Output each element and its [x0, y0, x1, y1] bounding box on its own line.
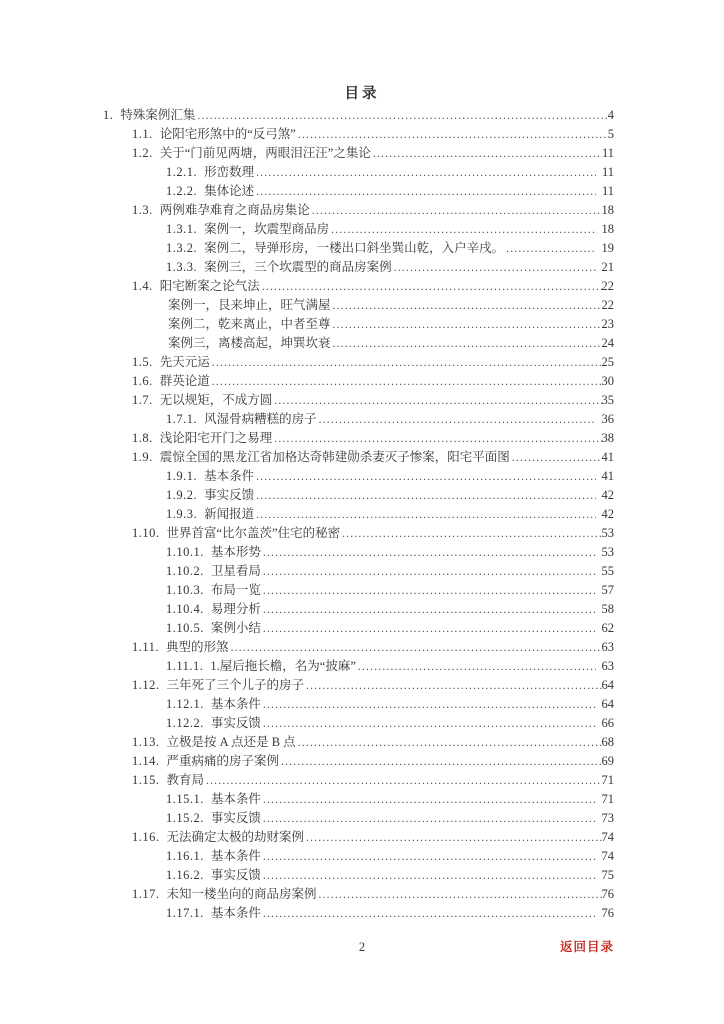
- toc-entry-title: 基本条件: [210, 849, 261, 863]
- toc-entry-title: 三年死了三个儿子的房子: [166, 678, 305, 692]
- toc-entry[interactable]: [103, 638, 614, 657]
- dot-leader: [333, 316, 602, 335]
- toc-entry-page: 38: [601, 431, 614, 445]
- toc-entry-page: 75: [601, 868, 614, 882]
- toc-entry-page: 18: [601, 222, 614, 236]
- toc-entry-title: 集体论述: [204, 184, 255, 198]
- dot-leader: [298, 734, 602, 753]
- toc-entry-number: 1.10.3.: [166, 583, 204, 597]
- toc-entry-title: 1.屋后拖长檐，名为“披麻”: [210, 659, 356, 673]
- toc-entry-number: 1.: [103, 108, 114, 122]
- toc-entry-title: 案例一，坎震型商品房: [204, 222, 330, 236]
- toc-entry-title: 案例二，乾来离止，中者至尊: [168, 317, 331, 331]
- dot-leader: [263, 582, 596, 601]
- toc-entry[interactable]: [103, 752, 614, 771]
- toc-entry-title: 群英论道: [159, 374, 210, 388]
- toc-entry-page: 22: [601, 279, 614, 293]
- toc-entry-page: 11: [601, 165, 614, 179]
- toc-entry-number: 1.10.5.: [166, 621, 204, 635]
- dot-leader: [263, 601, 596, 620]
- toc-entry[interactable]: [103, 201, 614, 220]
- toc-entry-number: 1.13.: [132, 735, 160, 749]
- dot-leader: [331, 221, 595, 240]
- toc-entry[interactable]: [103, 239, 614, 258]
- toc-entry-number: 1.11.1.: [166, 659, 204, 673]
- toc-entry-number: 1.10.4.: [166, 602, 204, 616]
- toc-entry-title: 特殊案例汇集: [120, 108, 196, 122]
- dot-leader: [306, 677, 601, 696]
- toc-entry-title: 震惊全国的黑龙江省加格达奇韩建勋杀妻灭子惨案，阳宅平面图: [159, 450, 510, 464]
- dot-leader: [274, 392, 601, 411]
- toc-entry-page: 71: [601, 773, 614, 787]
- toc-entry-title: 事实反馈: [210, 868, 261, 882]
- toc-entry-title: 基本条件: [210, 906, 261, 920]
- toc-entry-number: 1.16.2.: [166, 868, 204, 882]
- toc-entry[interactable]: [103, 163, 614, 182]
- toc-entry[interactable]: [103, 790, 614, 809]
- toc-entry-page: 11: [601, 184, 614, 198]
- toc-entry-page: 30: [601, 374, 614, 388]
- toc-entry-title: 论阳宅形煞中的“反弓煞”: [159, 127, 296, 141]
- toc-entry[interactable]: [103, 391, 614, 410]
- dot-leader: [256, 506, 595, 525]
- toc-entry-number: 1.3.1.: [166, 222, 198, 236]
- dot-leader: [263, 905, 596, 924]
- toc-entry-page: 63: [601, 640, 614, 654]
- toc-entry-number: 1.17.: [132, 887, 160, 901]
- toc-entry-number: 1.2.2.: [166, 184, 198, 198]
- toc-entry-page: 53: [601, 545, 614, 559]
- toc-entry[interactable]: [103, 125, 614, 144]
- toc-entry-title: 基本条件: [210, 792, 261, 806]
- toc-entry[interactable]: [103, 657, 614, 676]
- dot-leader: [333, 297, 602, 316]
- toc-entry-page: 63: [601, 659, 614, 673]
- toc-entry[interactable]: [103, 182, 614, 201]
- toc-entry-number: 1.11.: [132, 640, 160, 654]
- toc-entry-title: 事实反馈: [204, 488, 255, 502]
- table-of-contents: [103, 106, 614, 923]
- toc-entry[interactable]: [103, 809, 614, 828]
- toc-entry[interactable]: [103, 695, 614, 714]
- toc-entry[interactable]: [103, 448, 614, 467]
- toc-entry-title: 事实反馈: [210, 716, 261, 730]
- toc-entry-number: 1.15.2.: [166, 811, 204, 825]
- dot-leader: [262, 278, 602, 297]
- toc-entry-page: 25: [601, 355, 614, 369]
- toc-entry-page: 11: [601, 146, 614, 160]
- toc-entry-title: 无法确定太极的劫财案例: [166, 830, 305, 844]
- toc-entry-number: 1.9.: [132, 450, 153, 464]
- toc-entry-number: 1.10.2.: [166, 564, 204, 578]
- toc-entry-title: 形峦数理: [204, 165, 255, 179]
- toc-entry-page: 21: [601, 260, 614, 274]
- toc-entry-title: 浅论阳宅开门之易理: [159, 431, 273, 445]
- toc-entry-title: 案例三，三个坎震型的商品房案例: [204, 260, 392, 274]
- toc-entry[interactable]: [103, 315, 614, 334]
- toc-entry-page: 73: [601, 811, 614, 825]
- dot-leader: [263, 791, 596, 810]
- toc-entry-number: 1.12.2.: [166, 716, 204, 730]
- toc-entry-page: 57: [601, 583, 614, 597]
- toc-entry-title: 未知一楼坐向的商品房案例: [166, 887, 317, 901]
- toc-entry-page: 53: [601, 526, 614, 540]
- toc-entry-number: 1.3.: [132, 203, 153, 217]
- dot-leader: [394, 259, 596, 278]
- dot-leader: [319, 886, 602, 905]
- toc-entry-title: 案例二，导弹形房，一楼出口斜坐巽山乾，入户辛戌。: [204, 241, 505, 255]
- toc-entry-page: 23: [601, 317, 614, 331]
- toc-entry-page: 41: [601, 450, 614, 464]
- toc-entry-title: 案例一，艮来坤止，旺气满屋: [168, 298, 331, 312]
- toc-entry[interactable]: [103, 600, 614, 619]
- toc-entry[interactable]: [103, 828, 614, 847]
- toc-entry[interactable]: [103, 771, 614, 790]
- dot-leader: [512, 449, 602, 468]
- toc-entry[interactable]: [103, 543, 614, 562]
- dot-leader: [274, 430, 601, 449]
- dot-leader: [306, 829, 601, 848]
- toc-entry-number: 1.5.: [132, 355, 153, 369]
- toc-entry[interactable]: [103, 106, 614, 125]
- toc-entry-page: 41: [601, 469, 614, 483]
- toc-entry[interactable]: [103, 847, 614, 866]
- toc-entry-title: 典型的形煞: [166, 640, 229, 654]
- toc-entry-page: 76: [601, 887, 614, 901]
- dot-leader: [263, 563, 596, 582]
- toc-entry-number: 1.9.3.: [166, 507, 198, 521]
- toc-entry-page: 69: [601, 754, 614, 768]
- toc-entry-page: 19: [601, 241, 614, 255]
- toc-entry-number: 1.15.: [132, 773, 160, 787]
- toc-entry[interactable]: [103, 296, 614, 315]
- toc-entry[interactable]: [103, 676, 614, 695]
- toc-entry[interactable]: [103, 885, 614, 904]
- toc-entry[interactable]: [103, 258, 614, 277]
- toc-entry-page: 24: [601, 336, 614, 350]
- toc-entry-page: 55: [601, 564, 614, 578]
- dot-leader: [333, 335, 602, 354]
- toc-entry-number: 1.2.1.: [166, 165, 198, 179]
- dot-leader: [263, 715, 596, 734]
- dot-leader: [298, 126, 608, 145]
- dot-leader: [256, 164, 596, 183]
- dot-leader: [263, 867, 596, 886]
- toc-entry[interactable]: [103, 904, 614, 923]
- toc-entry[interactable]: [103, 220, 614, 239]
- dot-leader: [373, 145, 602, 164]
- toc-entry[interactable]: [103, 144, 614, 163]
- toc-entry[interactable]: [103, 467, 614, 486]
- toc-entry-page: 35: [601, 393, 614, 407]
- dot-leader: [342, 525, 601, 544]
- toc-entry-page: 68: [601, 735, 614, 749]
- dot-leader: [263, 848, 596, 867]
- toc-entry[interactable]: [103, 562, 614, 581]
- toc-entry-title: 新闻报道: [204, 507, 255, 521]
- toc-entry-page: 58: [601, 602, 614, 616]
- toc-entry-page: 36: [601, 412, 614, 426]
- dot-leader: [312, 202, 602, 221]
- toc-entry-page: 42: [601, 488, 614, 502]
- toc-entry-page: 62: [601, 621, 614, 635]
- dot-leader: [506, 240, 595, 259]
- toc-entry-number: 1.12.1.: [166, 697, 204, 711]
- toc-entry-number: 1.3.3.: [166, 260, 198, 274]
- toc-entry[interactable]: [103, 866, 614, 885]
- dot-leader: [231, 639, 602, 658]
- toc-entry-title: 先天元运: [159, 355, 210, 369]
- toc-entry-number: 1.7.1.: [166, 412, 198, 426]
- toc-entry[interactable]: [103, 733, 614, 752]
- page-number: 2: [358, 940, 366, 954]
- toc-entry-title: 布局一览: [210, 583, 261, 597]
- toc-entry-number: 1.17.1.: [166, 906, 204, 920]
- toc-entry-title: 易理分析: [210, 602, 261, 616]
- toc-entry-number: 1.2.: [132, 146, 153, 160]
- toc-entry-title: 立极是按 A 点还是 B 点: [166, 735, 296, 749]
- toc-entry-number: 1.3.2.: [166, 241, 198, 255]
- dot-leader: [206, 772, 601, 791]
- toc-entry-page: 42: [601, 507, 614, 521]
- toc-entry-title: 基本形势: [210, 545, 261, 559]
- toc-entry[interactable]: [103, 410, 614, 429]
- toc-entry-number: 1.16.: [132, 830, 160, 844]
- dot-leader: [256, 468, 595, 487]
- toc-entry[interactable]: [103, 619, 614, 638]
- dot-leader: [319, 411, 596, 430]
- toc-entry-number: 1.12.: [132, 678, 160, 692]
- return-to-toc-link[interactable]: 返回目录: [559, 940, 614, 954]
- toc-entry-page: 66: [601, 716, 614, 730]
- toc-entry-title: 教育局: [166, 773, 205, 787]
- toc-entry-page: 74: [601, 830, 614, 844]
- dot-leader: [256, 487, 595, 506]
- toc-entry[interactable]: [103, 353, 614, 372]
- toc-entry-title: 案例小结: [210, 621, 261, 635]
- dot-leader: [263, 620, 596, 639]
- toc-entry-number: 1.9.2.: [166, 488, 198, 502]
- dot-leader: [263, 696, 596, 715]
- toc-entry[interactable]: [103, 524, 614, 543]
- toc-entry-title: 世界首富“比尔盖茨”住宅的秘密: [166, 526, 341, 540]
- toc-entry-number: 1.6.: [132, 374, 153, 388]
- toc-entry[interactable]: [103, 486, 614, 505]
- toc-entry[interactable]: [103, 334, 614, 353]
- dot-leader: [358, 658, 596, 677]
- page-title: 目录: [344, 86, 380, 102]
- toc-entry-title: 风湿骨病糟糕的房子: [204, 412, 317, 426]
- toc-entry-page: 76: [601, 906, 614, 920]
- toc-entry-title: 事实反馈: [210, 811, 261, 825]
- toc-entry-page: 22: [601, 298, 614, 312]
- dot-leader: [256, 183, 596, 202]
- toc-entry-title: 基本条件: [204, 469, 255, 483]
- toc-entry[interactable]: [103, 505, 614, 524]
- toc-entry-page: 64: [601, 678, 614, 692]
- toc-entry-number: 1.10.: [132, 526, 160, 540]
- toc-entry-title: 阳宅断案之论气法: [159, 279, 260, 293]
- dot-leader: [212, 373, 602, 392]
- toc-entry-number: 1.15.1.: [166, 792, 204, 806]
- toc-entry[interactable]: [103, 581, 614, 600]
- toc-entry-number: 1.7.: [132, 393, 153, 407]
- toc-entry[interactable]: [103, 429, 614, 448]
- toc-entry[interactable]: [103, 277, 614, 296]
- toc-entry-title: 无以规矩，不成方圆: [159, 393, 273, 407]
- toc-entry-page: 71: [601, 792, 614, 806]
- dot-leader: [197, 107, 607, 126]
- toc-entry-title: 严重病痛的房子案例: [166, 754, 280, 768]
- toc-entry-title: 两例难孕难育之商品房集论: [159, 203, 310, 217]
- toc-entry-page: 74: [601, 849, 614, 863]
- toc-entry-number: 1.10.1.: [166, 545, 204, 559]
- toc-entry-page: 18: [601, 203, 614, 217]
- toc-entry-title: 卫星看局: [210, 564, 261, 578]
- toc-entry-number: 1.1.: [132, 127, 153, 141]
- toc-entry-number: 1.9.1.: [166, 469, 198, 483]
- dot-leader: [263, 810, 596, 829]
- dot-leader: [281, 753, 601, 772]
- toc-entry-page: 4: [607, 108, 614, 122]
- toc-entry-title: 案例三，离楼高起，坤巽坎衰: [168, 336, 331, 350]
- toc-entry-page: 64: [601, 697, 614, 711]
- toc-entry[interactable]: [103, 714, 614, 733]
- toc-entry-number: 1.8.: [132, 431, 153, 445]
- toc-entry-page: 5: [607, 127, 614, 141]
- toc-entry[interactable]: [103, 372, 614, 391]
- toc-entry-title: 关于“门前见两塘，两眼泪汪汪”之集论: [159, 146, 371, 160]
- toc-entry-number: 1.4.: [132, 279, 153, 293]
- toc-entry-number: 1.16.1.: [166, 849, 204, 863]
- toc-entry-title: 基本条件: [210, 697, 261, 711]
- dot-leader: [212, 354, 602, 373]
- toc-entry-number: 1.14.: [132, 754, 160, 768]
- dot-leader: [263, 544, 596, 563]
